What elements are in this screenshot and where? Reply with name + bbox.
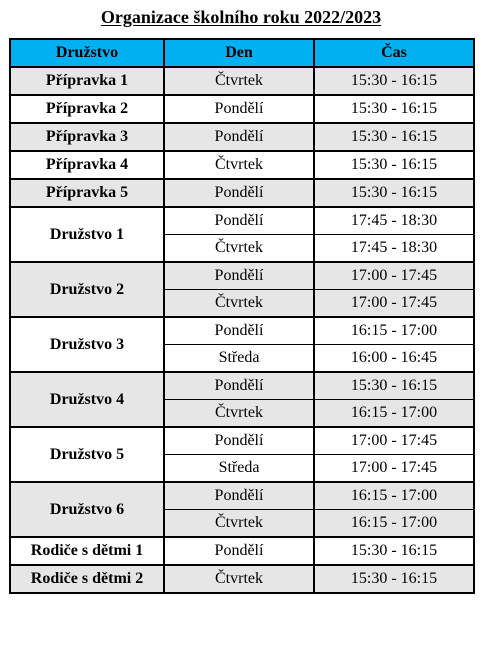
time-cell: 17:00 - 17:45	[314, 262, 474, 290]
time-cell: 16:00 - 16:45	[314, 345, 474, 373]
day-cell: Čtvrtek	[164, 151, 314, 179]
table-row	[10, 427, 474, 455]
table-row	[10, 95, 474, 123]
column-header-time: Čas	[314, 39, 474, 67]
day-cell: Středa	[164, 345, 314, 373]
schedule-table-body	[10, 67, 474, 593]
time-cell: 17:00 - 17:45	[314, 455, 474, 483]
column-header-group: Družstvo	[10, 39, 164, 67]
group-name-cell: Družstvo 1	[10, 207, 164, 262]
group-name-cell: Družstvo 3	[10, 317, 164, 372]
time-cell: 16:15 - 17:00	[314, 317, 474, 345]
time-cell: 17:45 - 18:30	[314, 235, 474, 263]
day-cell: Pondělí	[164, 179, 314, 207]
day-cell: Pondělí	[164, 95, 314, 123]
header-row	[10, 39, 474, 67]
time-cell: 16:15 - 17:00	[314, 482, 474, 510]
table-row	[10, 537, 474, 565]
page-title-text: Organizace školního roku 2022/2023	[100, 7, 382, 27]
day-cell: Čtvrtek	[164, 290, 314, 318]
time-cell: 17:45 - 18:30	[314, 207, 474, 235]
table-row	[10, 317, 474, 345]
group-name-cell: Rodiče s dětmi 1	[10, 537, 164, 565]
day-cell: Čtvrtek	[164, 565, 314, 593]
time-cell: 15:30 - 16:15	[314, 67, 474, 95]
time-cell: 16:15 - 17:00	[314, 400, 474, 428]
group-name-cell: Přípravka 1	[10, 67, 164, 95]
day-cell: Pondělí	[164, 123, 314, 151]
time-cell: 15:30 - 16:15	[314, 151, 474, 179]
time-cell: 15:30 - 16:15	[314, 537, 474, 565]
group-name-cell: Přípravka 5	[10, 179, 164, 207]
time-cell: 15:30 - 16:15	[314, 123, 474, 151]
day-cell: Čtvrtek	[164, 400, 314, 428]
group-name-cell: Družstvo 2	[10, 262, 164, 317]
column-header-day: Den	[164, 39, 314, 67]
schedule-table-header	[10, 39, 474, 67]
day-cell: Pondělí	[164, 537, 314, 565]
day-cell: Čtvrtek	[164, 67, 314, 95]
time-cell: 15:30 - 16:15	[314, 565, 474, 593]
time-cell: 15:30 - 16:15	[314, 95, 474, 123]
table-row	[10, 565, 474, 593]
group-name-cell: Rodiče s dětmi 2	[10, 565, 164, 593]
day-cell: Středa	[164, 455, 314, 483]
day-cell: Pondělí	[164, 427, 314, 455]
day-cell: Pondělí	[164, 207, 314, 235]
table-row	[10, 372, 474, 400]
group-name-cell: Družstvo 4	[10, 372, 164, 427]
group-name-cell: Družstvo 6	[10, 482, 164, 537]
time-cell: 17:00 - 17:45	[314, 290, 474, 318]
time-cell: 17:00 - 17:45	[314, 427, 474, 455]
day-cell: Pondělí	[164, 482, 314, 510]
table-row	[10, 123, 474, 151]
group-name-cell: Družstvo 5	[10, 427, 164, 482]
table-row	[10, 482, 474, 510]
table-row	[10, 67, 474, 95]
table-row	[10, 207, 474, 235]
time-cell: 15:30 - 16:15	[314, 179, 474, 207]
table-row	[10, 262, 474, 290]
day-cell: Čtvrtek	[164, 510, 314, 538]
page-title	[0, 5, 482, 29]
time-cell: 16:15 - 17:00	[314, 510, 474, 538]
group-name-cell: Přípravka 3	[10, 123, 164, 151]
day-cell: Čtvrtek	[164, 235, 314, 263]
table-row	[10, 179, 474, 207]
group-name-cell: Přípravka 2	[10, 95, 164, 123]
table-row	[10, 151, 474, 179]
group-name-cell: Přípravka 4	[10, 151, 164, 179]
schedule-table	[9, 38, 475, 594]
day-cell: Pondělí	[164, 372, 314, 400]
day-cell: Pondělí	[164, 317, 314, 345]
time-cell: 15:30 - 16:15	[314, 372, 474, 400]
day-cell: Pondělí	[164, 262, 314, 290]
